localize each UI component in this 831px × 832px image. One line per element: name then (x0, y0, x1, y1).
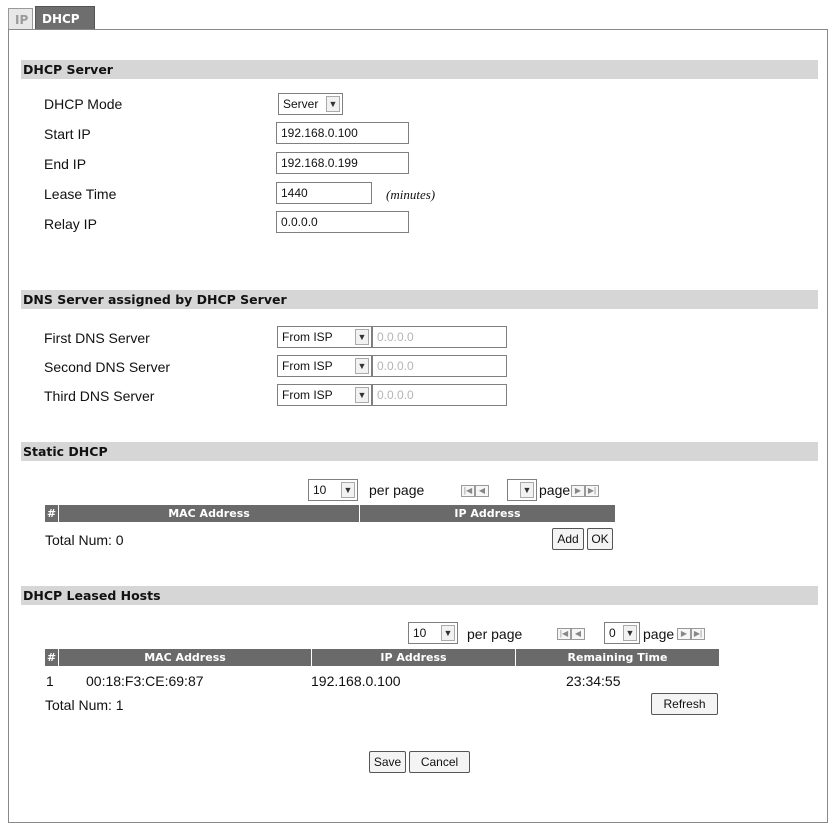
prev-page-icon[interactable]: ◀ (571, 628, 585, 640)
second-dns-mode-value: From ISP (282, 359, 333, 373)
start-ip-field[interactable]: 192.168.0.100 (276, 122, 409, 144)
col-mac-address: MAC Address (59, 505, 360, 522)
dns-server-header: DNS Server assigned by DHCP Server (21, 290, 818, 309)
static-total: Total Num: 0 (45, 532, 124, 548)
end-ip-label: End IP (44, 156, 87, 172)
leased-total: Total Num: 1 (45, 697, 124, 713)
static-page-select[interactable] (507, 479, 537, 501)
col-remaining-time: Remaining Time (567, 651, 668, 664)
ok-button[interactable]: OK (587, 528, 613, 550)
lease-row-mac: 00:18:F3:CE:69:87 (86, 673, 204, 689)
first-page-icon[interactable]: |◀ (461, 485, 475, 497)
end-ip-field[interactable]: 192.168.0.199 (276, 152, 409, 174)
leased-page-value: 0 (609, 626, 616, 640)
static-per-page-value: 10 (313, 483, 327, 497)
leased-page-label: page (643, 626, 675, 642)
chevron-down-icon: ▼ (326, 96, 340, 112)
second-dns-ip-field[interactable]: 0.0.0.0 (372, 355, 507, 377)
last-page-icon[interactable]: ▶| (691, 628, 705, 640)
relay-ip-label: Relay IP (44, 216, 97, 232)
chevron-down-icon: ▼ (355, 358, 369, 374)
third-dns-mode-select[interactable] (277, 384, 372, 406)
refresh-button[interactable]: Refresh (651, 693, 718, 715)
leased-per-page-value: 10 (413, 626, 427, 640)
chevron-down-icon: ▼ (441, 625, 455, 641)
save-button[interactable]: Save (369, 751, 406, 773)
second-dns-label: Second DNS Server (44, 359, 171, 375)
next-page-icon[interactable]: ▶ (571, 485, 585, 497)
lease-row-ip: 192.168.0.100 (311, 673, 401, 689)
col-index: # (45, 505, 59, 522)
leased-per-page-select[interactable] (408, 622, 458, 644)
first-dns-mode-select[interactable] (277, 326, 372, 348)
chevron-down-icon: ▼ (520, 482, 534, 498)
dhcp-mode-select[interactable] (278, 93, 343, 115)
lease-row-remaining: 23:34:55 (566, 673, 621, 689)
leased-page-select[interactable] (604, 622, 640, 644)
col-index: # (45, 649, 59, 666)
start-ip-label: Start IP (44, 126, 91, 142)
next-page-icon[interactable]: ▶ (677, 628, 691, 640)
chevron-down-icon: ▼ (623, 625, 637, 641)
leased-hosts-header: DHCP Leased Hosts (21, 586, 818, 605)
col-mac-address: MAC Address (59, 649, 312, 666)
chevron-down-icon: ▼ (355, 329, 369, 345)
static-per-page-label: per page (369, 482, 425, 498)
add-button[interactable]: Add (552, 528, 584, 550)
lease-row-index: 1 (46, 673, 54, 689)
col-ip-address: IP Address (312, 649, 516, 666)
second-dns-mode-select[interactable] (277, 355, 372, 377)
prev-page-icon[interactable]: ◀ (475, 485, 489, 497)
lease-time-field[interactable]: 1440 (276, 182, 372, 204)
static-page-label: page (539, 482, 571, 498)
dhcp-mode-value: Server (283, 97, 319, 111)
last-page-icon[interactable]: ▶| (585, 485, 599, 497)
leased-table-header (45, 649, 719, 666)
col-ip-address: IP Address (360, 505, 616, 522)
chevron-down-icon: ▼ (355, 387, 369, 403)
first-dns-label: First DNS Server (44, 330, 150, 346)
tab-ip[interactable]: IP (8, 8, 33, 30)
leased-per-page-label: per page (467, 626, 523, 642)
third-dns-label: Third DNS Server (44, 388, 155, 404)
first-dns-mode-value: From ISP (282, 330, 333, 344)
first-page-icon[interactable]: |◀ (557, 628, 571, 640)
static-dhcp-header: Static DHCP (21, 442, 818, 461)
dhcp-mode-label: DHCP Mode (44, 96, 123, 112)
first-dns-ip-field[interactable]: 0.0.0.0 (372, 326, 507, 348)
lease-time-label: Lease Time (44, 186, 117, 202)
cancel-button[interactable]: Cancel (409, 751, 470, 773)
relay-ip-field[interactable]: 0.0.0.0 (276, 211, 409, 233)
lease-unit: (minutes) (386, 187, 436, 202)
third-dns-ip-field[interactable]: 0.0.0.0 (372, 384, 507, 406)
chevron-down-icon: ▼ (341, 482, 355, 498)
dhcp-server-header: DHCP Server (21, 60, 818, 79)
third-dns-mode-value: From ISP (282, 388, 333, 402)
static-table-header (45, 505, 615, 522)
tab-dhcp[interactable]: DHCP (35, 6, 95, 30)
static-per-page-select[interactable] (308, 479, 358, 501)
